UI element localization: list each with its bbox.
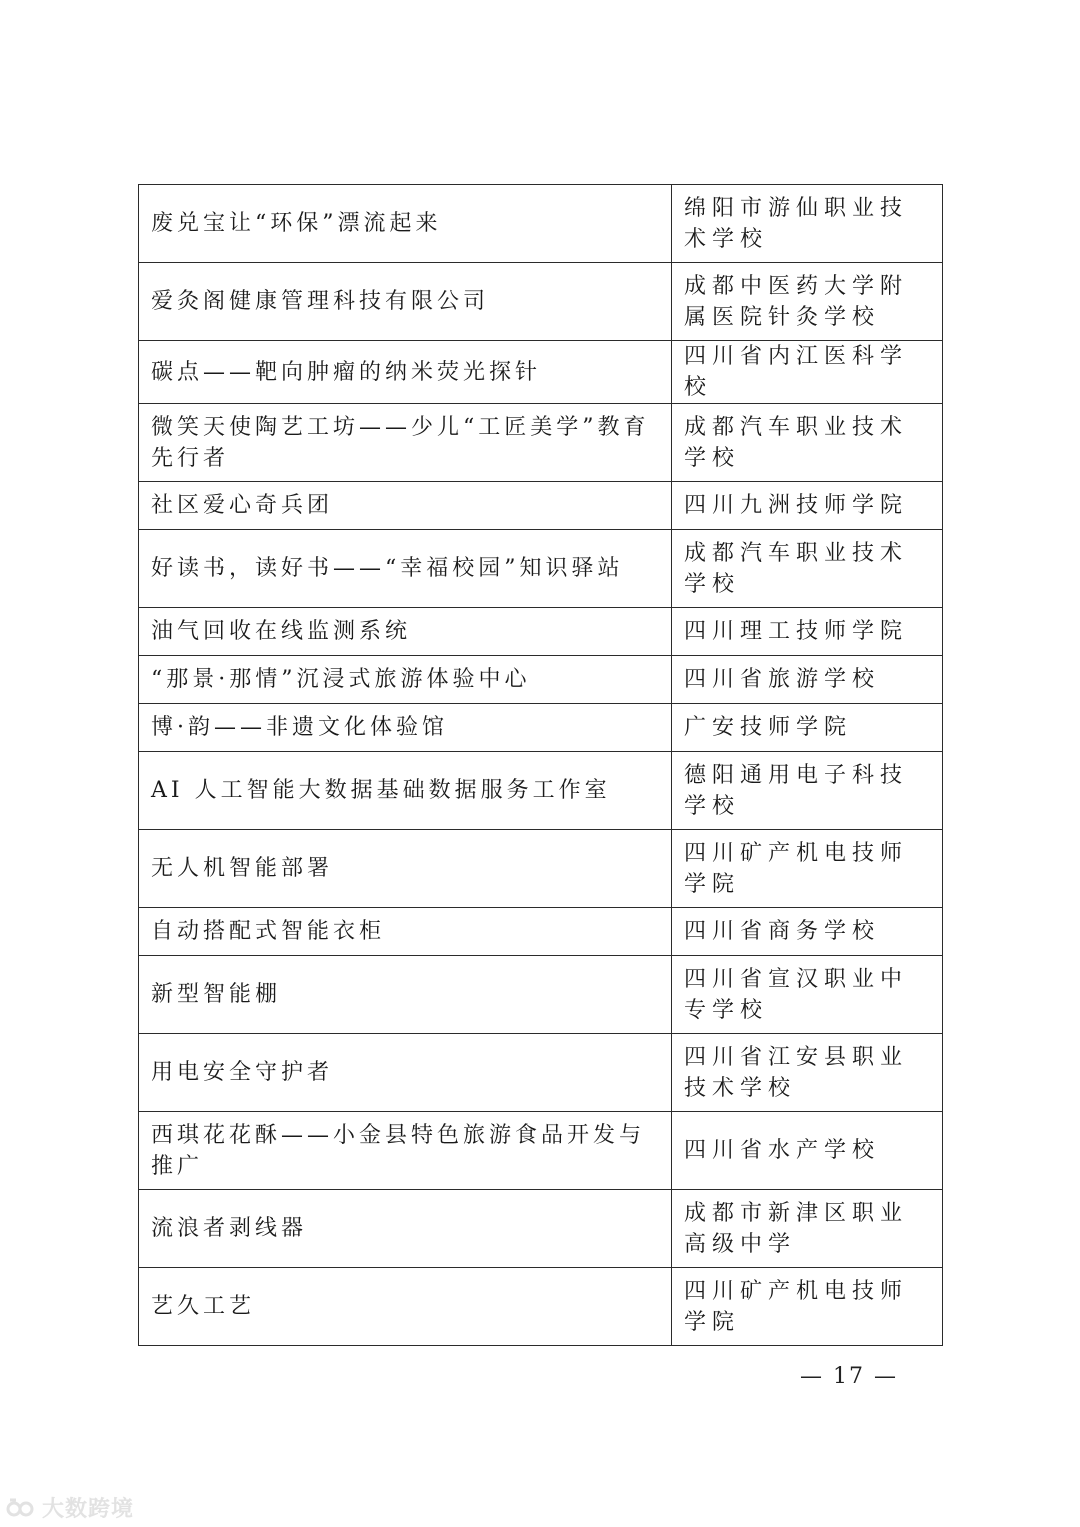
project-name-cell: 用电安全守护者	[139, 1034, 672, 1112]
table-row	[139, 1268, 943, 1346]
school-name-cell: 四川矿产机电技师学院	[672, 830, 943, 908]
project-name-cell: 无人机智能部署	[139, 830, 672, 908]
watermark-text: 大数跨境	[42, 1497, 135, 1522]
school-name-cell: 四川理工技师学院	[672, 608, 943, 656]
table-row	[139, 482, 943, 530]
project-name-cell: 爱灸阁健康管理科技有限公司	[139, 263, 672, 341]
school-name-cell: 四川九洲技师学院	[672, 482, 943, 530]
project-name-cell: 好读书，读好书——“幸福校园”知识驿站	[139, 530, 672, 608]
table-row	[139, 704, 943, 752]
project-name-cell: AI 人工智能大数据基础数据服务工作室	[139, 752, 672, 830]
table-row	[139, 530, 943, 608]
project-name-cell: 碳点——靶向肿瘤的纳米荧光探针	[139, 341, 672, 404]
project-name-cell: 微笑天使陶艺工坊——少儿“工匠美学”教育先行者	[139, 404, 672, 482]
school-name-cell: 四川省水产学校	[672, 1112, 943, 1190]
school-name-cell: 四川省宣汉职业中专学校	[672, 956, 943, 1034]
page-number: — 17 —	[800, 1364, 898, 1389]
project-table-container	[138, 184, 942, 1346]
school-name-cell: 绵阳市游仙职业技术学校	[672, 185, 943, 263]
project-name-cell: 废兑宝让“环保”漂流起来	[139, 185, 672, 263]
table-row	[139, 956, 943, 1034]
project-name-cell: 博·韵——非遗文化体验馆	[139, 704, 672, 752]
table-row	[139, 1112, 943, 1190]
school-name-cell: 德阳通用电子科技学校	[672, 752, 943, 830]
table-row	[139, 656, 943, 704]
table-row	[139, 908, 943, 956]
school-name-cell: 四川省江安县职业技术学校	[672, 1034, 943, 1112]
school-name-cell: 四川省旅游学校	[672, 656, 943, 704]
school-name-cell: 成都汽车职业技术学校	[672, 530, 943, 608]
project-name-cell: 艺久工艺	[139, 1268, 672, 1346]
table-row	[139, 341, 943, 404]
table-row	[139, 752, 943, 830]
school-name-cell: 四川省商务学校	[672, 908, 943, 956]
project-name-cell: 油气回收在线监测系统	[139, 608, 672, 656]
school-name-cell: 成都汽车职业技术学校	[672, 404, 943, 482]
school-name-cell: 四川矿产机电技师学院	[672, 1268, 943, 1346]
project-name-cell: 自动搭配式智能衣柜	[139, 908, 672, 956]
project-name-cell: “那景·那情”沉浸式旅游体验中心	[139, 656, 672, 704]
watermark-logo-icon	[6, 1497, 36, 1519]
project-name-cell: 新型智能棚	[139, 956, 672, 1034]
school-name-cell: 广安技师学院	[672, 704, 943, 752]
table-row	[139, 1034, 943, 1112]
table-row	[139, 830, 943, 908]
watermark	[6, 1492, 134, 1523]
project-name-cell: 西琪花花酥——小金县特色旅游食品开发与推广	[139, 1112, 672, 1190]
project-table	[138, 184, 943, 1346]
table-row	[139, 263, 943, 341]
table-row	[139, 608, 943, 656]
project-name-cell: 流浪者剥线器	[139, 1190, 672, 1268]
project-name-cell: 社区爱心奇兵团	[139, 482, 672, 530]
table-row	[139, 404, 943, 482]
school-name-cell: 成都中医药大学附属医院针灸学校	[672, 263, 943, 341]
table-row	[139, 185, 943, 263]
school-name-cell: 成都市新津区职业高级中学	[672, 1190, 943, 1268]
table-row	[139, 1190, 943, 1268]
school-name-cell: 四川省内江医科学校	[672, 341, 943, 404]
